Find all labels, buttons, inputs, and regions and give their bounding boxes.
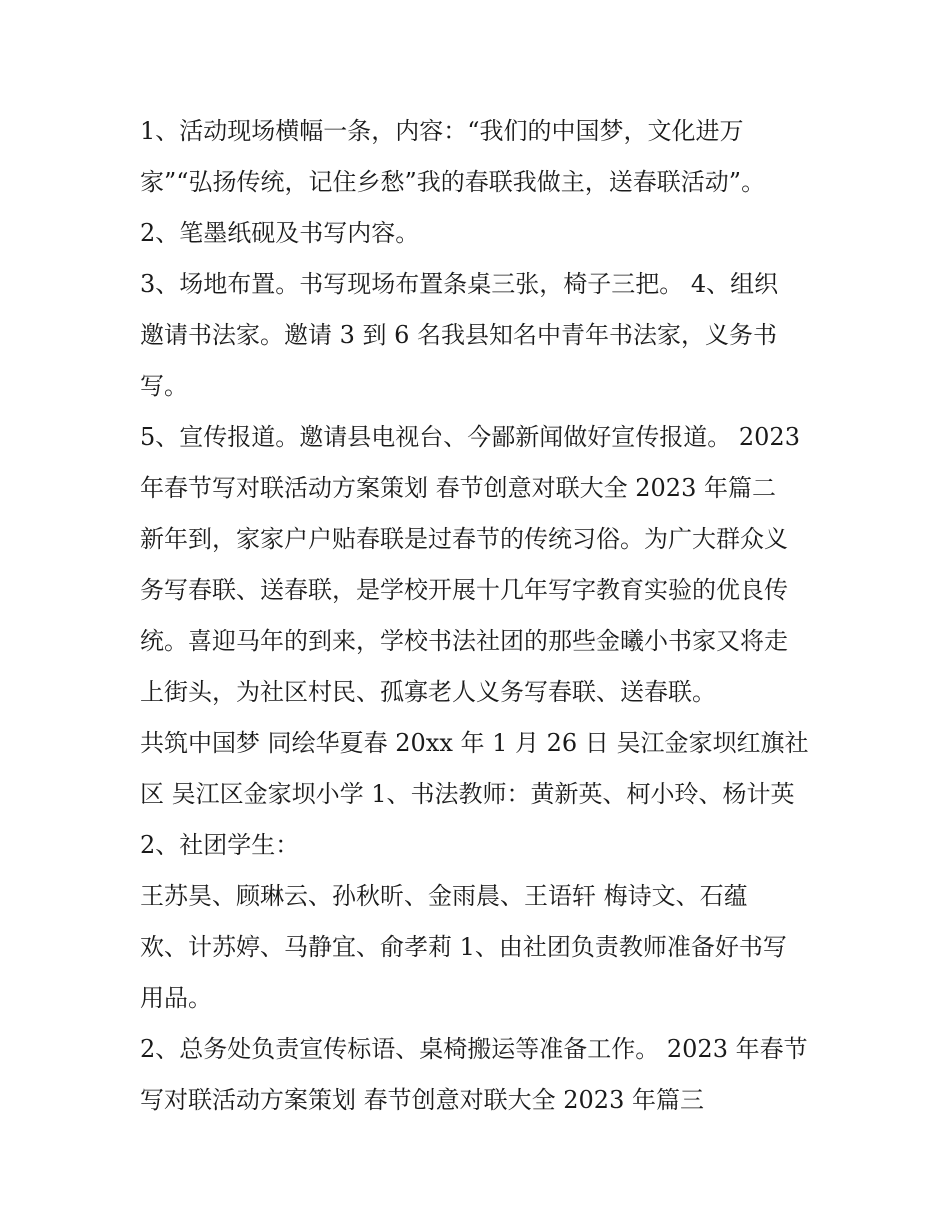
text-line: 邀请书法家。邀请 3 到 6 名我县知名中青年书法家，义务书 [140, 321, 778, 349]
text-line: 上街头，为社区村民、孤寡老人义务写春联、送春联。 [140, 678, 716, 706]
text-line: 3、场地布置。书写现场布置条桌三张，椅子三把。 4、组织 [140, 270, 779, 298]
text-line: 写对联活动方案策划 春节创意对联大全 2023 年篇三 [140, 1086, 704, 1114]
text-line: 新年到，家家户户贴春联是过春节的传统习俗。为广大群众义 [140, 525, 788, 553]
text-line: 5、宣传报道。邀请县电视台、今鄙新闻做好宣传报道。 2023 [140, 423, 800, 451]
text-line: 共筑中国梦 同绘华夏春 20xx 年 1 月 26 日 吴江金家坝红旗社 [140, 729, 809, 757]
text-line: 务写春联、送春联，是学校开展十几年写字教育实验的优良传 [140, 576, 788, 604]
text-line: 2、社团学生： [140, 831, 300, 859]
text-line: 区 吴江区金家坝小学 1、书法教师：黄新英、柯小玲、杨计英 [140, 780, 795, 808]
text-line: 2、总务处负责宣传标语、桌椅搬运等准备工作。 2023 年春节 [140, 1035, 808, 1063]
text-line: 用品。 [140, 984, 212, 1012]
text-line: 写。 [140, 372, 188, 400]
text-line: 欢、计苏婷、马静宜、俞孝莉 1、由社团负责教师准备好书写 [140, 933, 787, 961]
document-body [140, 106, 815, 1126]
text-line: 1、活动现场横幅一条，内容：“我们的中国梦，文化进万 [140, 117, 744, 145]
text-line: 家”“弘扬传统，记住乡愁”我的春联我做主，送春联活动”。 [140, 168, 766, 196]
text-line: 年春节写对联活动方案策划 春节创意对联大全 2023 年篇二 [140, 474, 776, 502]
text-line: 王苏昊、顾琳云、孙秋昕、金雨晨、王语轩 梅诗文、石蕴 [140, 882, 748, 910]
text-line: 统。喜迎马年的到来，学校书法社团的那些金曦小书家又将走 [140, 627, 788, 655]
text-line: 2、笔墨纸砚及书写内容。 [140, 219, 420, 247]
